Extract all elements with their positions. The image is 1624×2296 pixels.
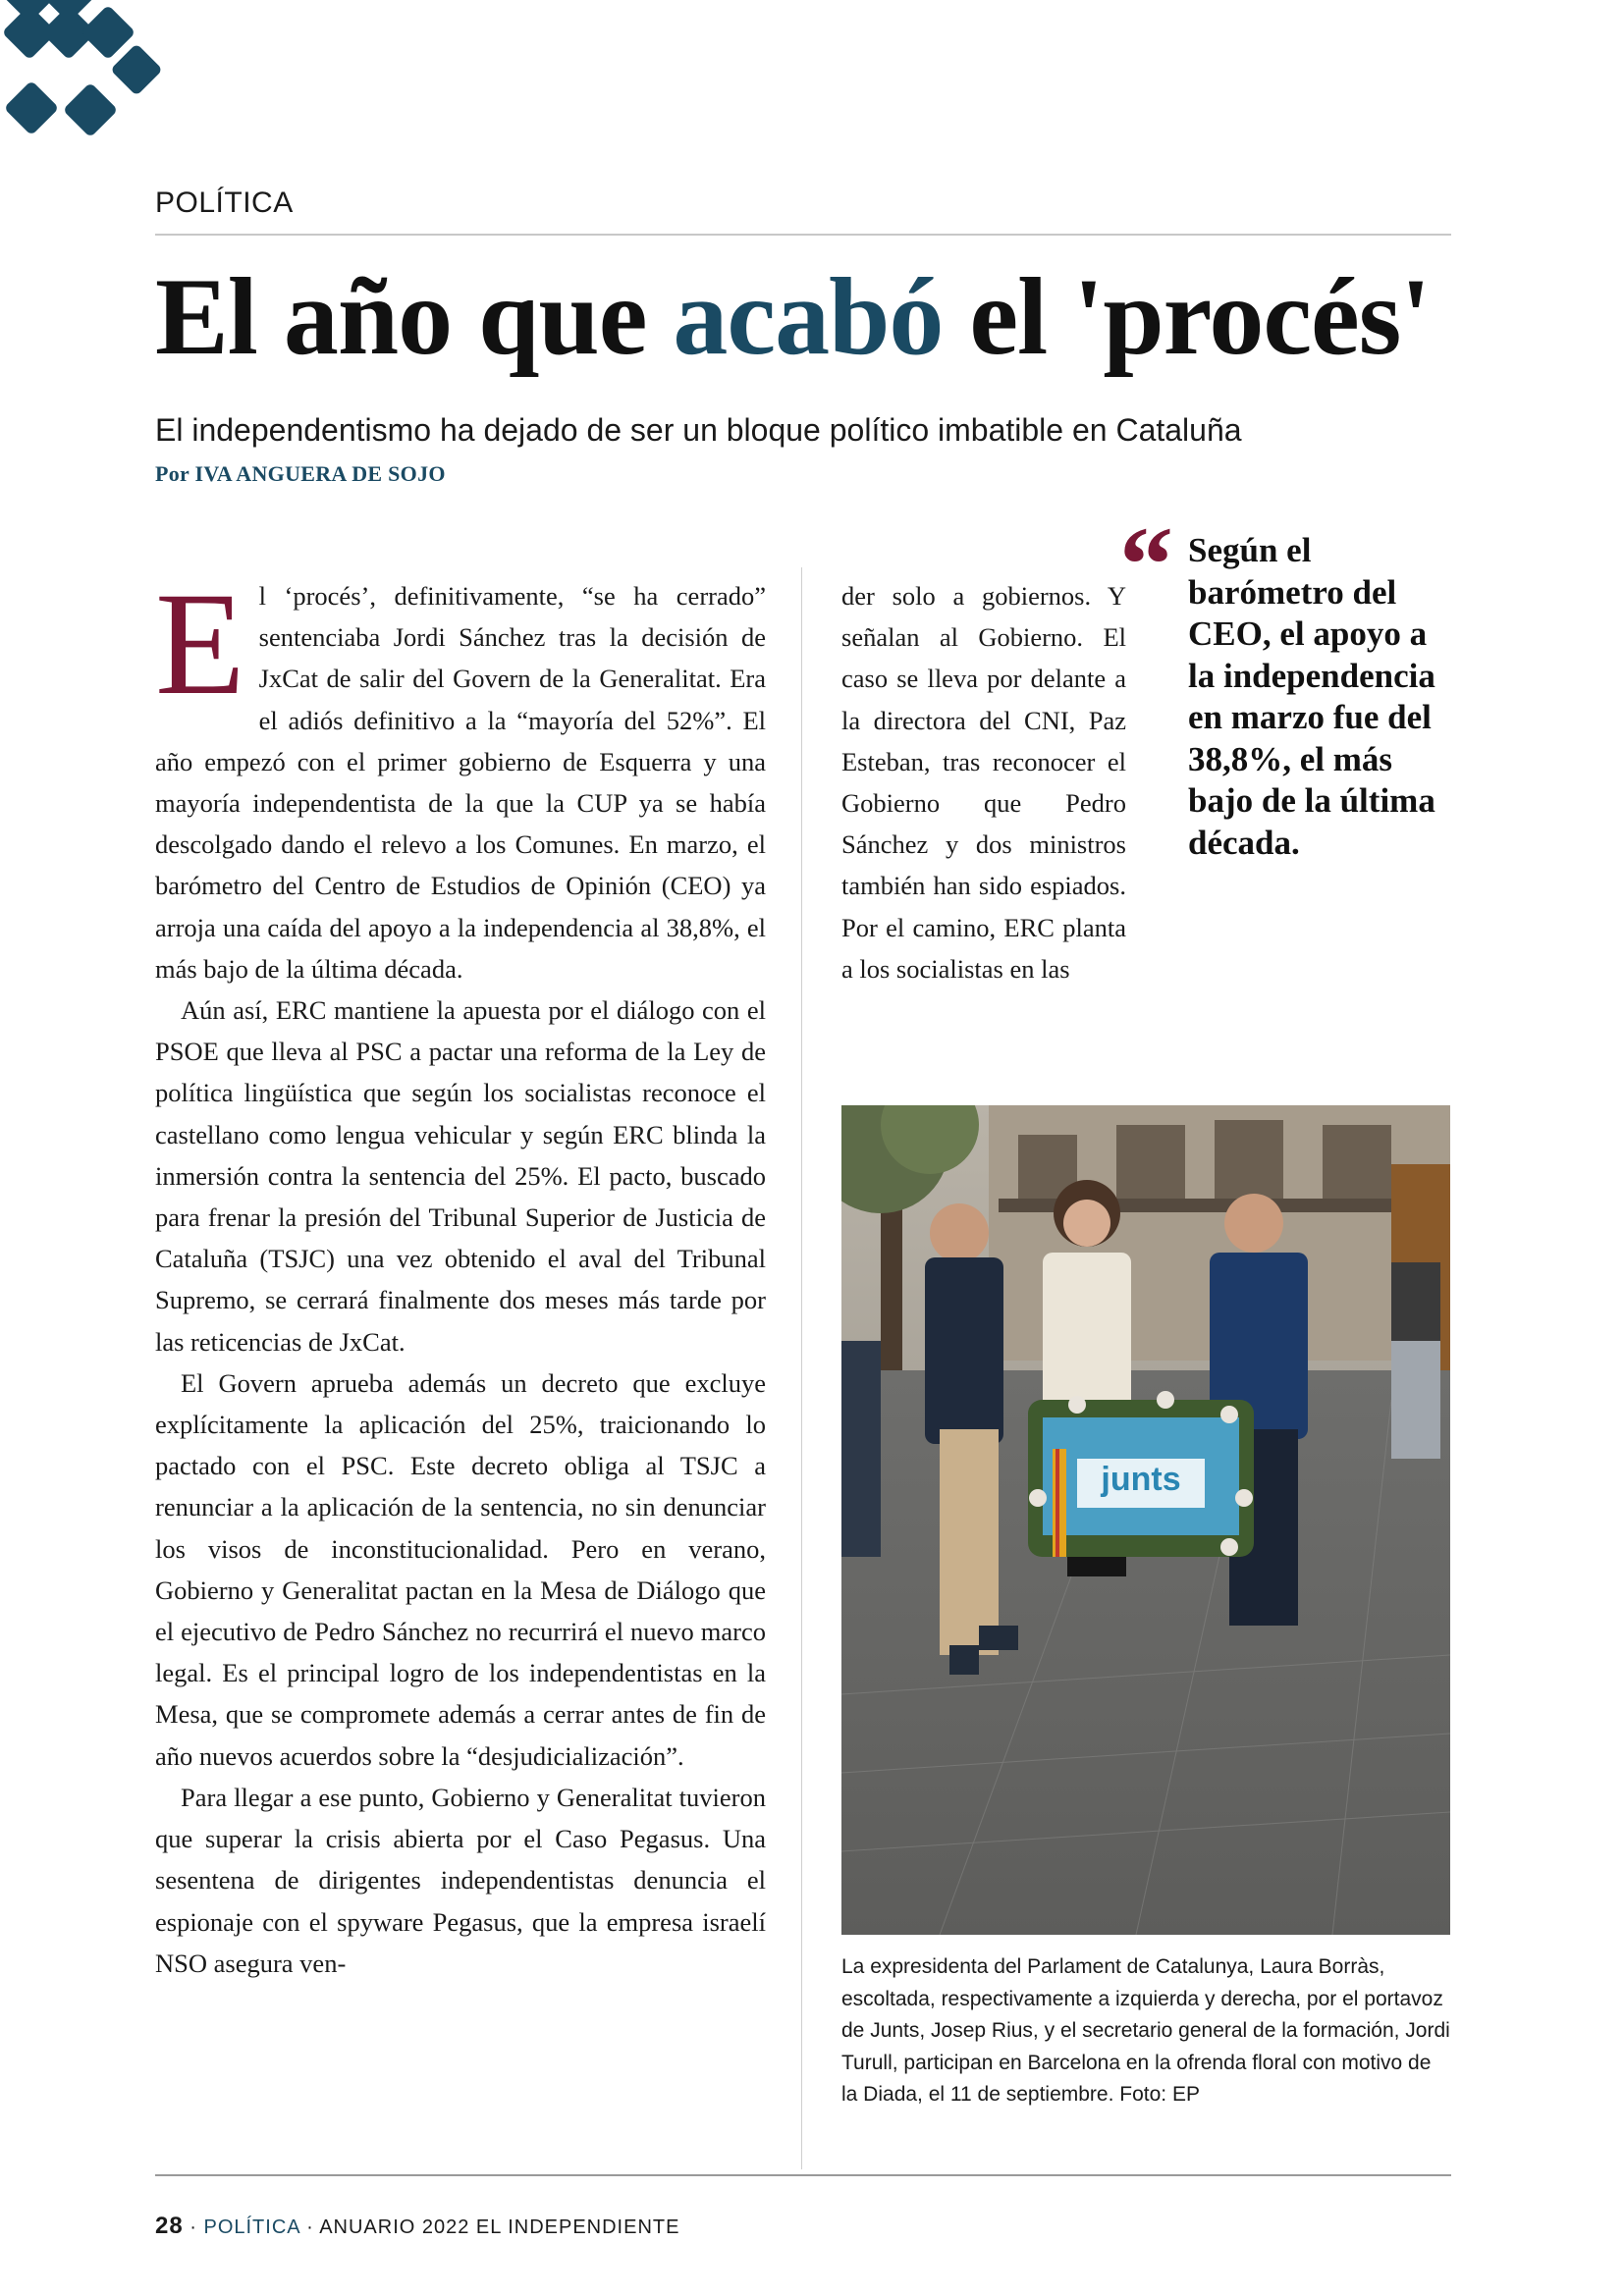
header-rule — [155, 234, 1451, 236]
quote-mark-icon: “ — [1119, 505, 1173, 624]
pull-quote: Según el barómetro del CEO, el apoyo a la independencia en marzo fue del 38,8%, el más bajo de la última década. — [1188, 531, 1435, 862]
photo-caption: La expresidenta del Parlament de Catalunya, Laura Borràs, escoltada, respectivamente a izquierda y derecha, por el portavoz de Junts, Josep Rius, y el secretario general de la formación, Jordi Turull, participan en Barcelona en la ofrenda floral con motivo de la Diada, el 11 de septiembre. Foto: EP — [841, 1955, 1450, 2106]
footer-separator: · — [299, 2216, 320, 2238]
footer-section: POLÍTICA — [203, 2216, 300, 2238]
paragraph-1-text: l ‘procés’, definitivamente, “se ha cerrado” sentenciaba Jordi Sánchez tras la decisión de JxCat de salir del Govern de la Generalitat. Era el adiós definitivo a la “mayoría del 52%”. El año empezó con el primer gobierno de Esquerra y una mayoría independentista de la que la CUP ya se había descolgado dando el relevo a los Comunes. En marzo, el barómetro del Centro de Estudios de Opinión (CEO) ya arroja una caída del apoyo a la independencia al 38,8%, el más bajo de la última década. — [155, 581, 766, 984]
page-footer — [155, 2213, 679, 2240]
wreath-banner-text: junts — [1101, 1461, 1181, 1498]
title-part-1: El año que — [155, 256, 674, 378]
paragraph-1 — [155, 562, 766, 989]
page-number: 28 — [155, 2213, 184, 2239]
paragraph-3: El Govern aprueba además un decreto que excluye explícitamente la aplicación del 25%, traicionando lo pactado con el PSC. Este decreto obliga al TSJC a renunciar a la aplicación de la sentencia, no sin denunciar los visos de inconstitucionalidad. Pero en verano, Gobierno y Generalitat pactan en la Mesa de Diálogo que el ejecutivo de Pedro Sánchez no recurrirá el nuevo marco legal. Es el principal logro de los independentistas en la Mesa, que se compromete además a cerrar antes de fin de año nuevos acuerdos sobre la “desjudicialización”. — [155, 1367, 766, 1771]
paragraph-4: Para llegar a ese punto, Gobierno y Generalitat tuvieron que superar la crisis abierta por el Caso Pegasus. Una sesentena de dirigentes independentistas denuncia el espionaje con el spyware Pegasus, que la empresa israelí NSO asegura ven- — [155, 1782, 766, 1978]
drop-cap: E — [155, 562, 245, 725]
article-title — [155, 257, 1430, 378]
footer-rule — [155, 2174, 1451, 2176]
footer-separator: · — [183, 2216, 204, 2238]
section-label: POLÍTICA — [155, 187, 294, 219]
publication-logo — [0, 0, 196, 157]
article-column-left — [155, 562, 766, 1984]
footer-publication: ANUARIO 2022 EL INDEPENDIENTE — [319, 2216, 680, 2238]
title-part-2: el 'procés' — [943, 256, 1431, 378]
title-accent-word: acabó — [673, 256, 944, 378]
paragraph-2: Aún así, ERC mantiene la apuesta por el diálogo con el PSOE que lleva al PSC a pactar una reforma de la Ley de política lingüística que según los socialistas reconoce el castellano como lengua vehicular y según ERC blinda la inmersión contra la sentencia del 25%. El pacto, buscado para frenar la presión del Tribunal Superior de Justicia de Cataluña (TSJC) una vez obtenido el aval del Tribunal Supremo, se cerrará finalmente dos meses más tarde por las reticencias de JxCat. — [155, 995, 766, 1357]
article-column-middle: der solo a gobiernos. Y señalan al Gobierno. El caso se lleva por delante a la directora del CNI, Paz Esteban, tras reconocer el Gobierno que Pedro Sánchez y dos ministros también han sido espiados. Por el camino, ERC planta a los socialistas en las — [841, 581, 1126, 984]
article-photo — [841, 1105, 1450, 1935]
article-byline: Por IVA ANGUERA DE SOJO — [155, 461, 446, 486]
column-divider — [801, 567, 802, 2169]
article-subtitle: El independentismo ha dejado de ser un bloque político imbatible en Cataluña — [155, 412, 1242, 448]
